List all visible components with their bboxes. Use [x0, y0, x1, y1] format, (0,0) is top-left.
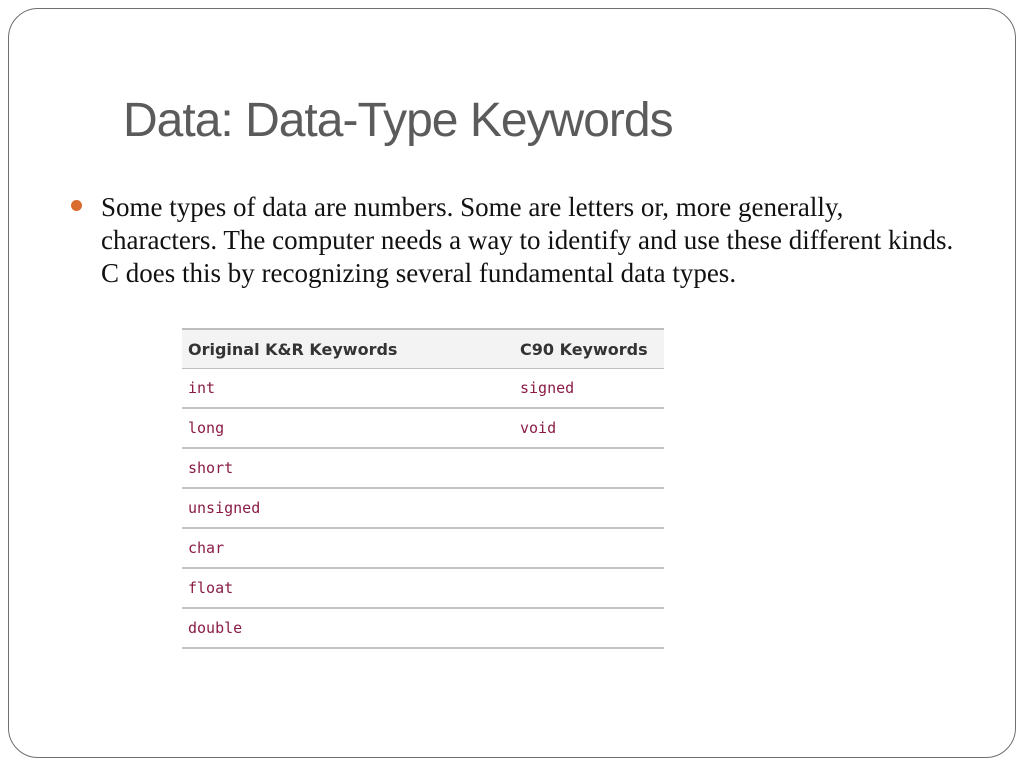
keyword-cell: short [182, 448, 514, 488]
table-row [182, 528, 664, 568]
keyword-cell: unsigned [182, 488, 514, 528]
table-header-row [182, 329, 664, 369]
keyword-cell: double [182, 608, 514, 648]
keyword-cell: signed [514, 369, 664, 409]
keyword-cell [514, 448, 664, 488]
table-row [182, 369, 664, 409]
slide-title: Data: Data-Type Keywords [123, 94, 673, 147]
table-row [182, 488, 664, 528]
keyword-cell [514, 528, 664, 568]
keyword-cell [514, 488, 664, 528]
keyword-cell: void [514, 408, 664, 448]
keyword-cell: long [182, 408, 514, 448]
header-original-kr: Original K&R Keywords [182, 329, 514, 369]
table-row [182, 568, 664, 608]
keyword-cell: int [182, 369, 514, 409]
keyword-cell: char [182, 528, 514, 568]
keyword-cell: float [182, 568, 514, 608]
table-row [182, 448, 664, 488]
keyword-cell [514, 568, 664, 608]
header-c90: C90 Keywords [514, 329, 664, 369]
bullet-point [71, 191, 961, 290]
table-row [182, 608, 664, 648]
bullet-dot-icon [71, 200, 82, 211]
keywords-table [182, 328, 664, 649]
bullet-text: Some types of data are numbers. Some are letters or, more generally, characters. The computer needs a way to identify and use these different kinds. C does this by recognizing several fundamental data types. [101, 192, 954, 288]
table-row [182, 408, 664, 448]
keyword-cell [514, 608, 664, 648]
